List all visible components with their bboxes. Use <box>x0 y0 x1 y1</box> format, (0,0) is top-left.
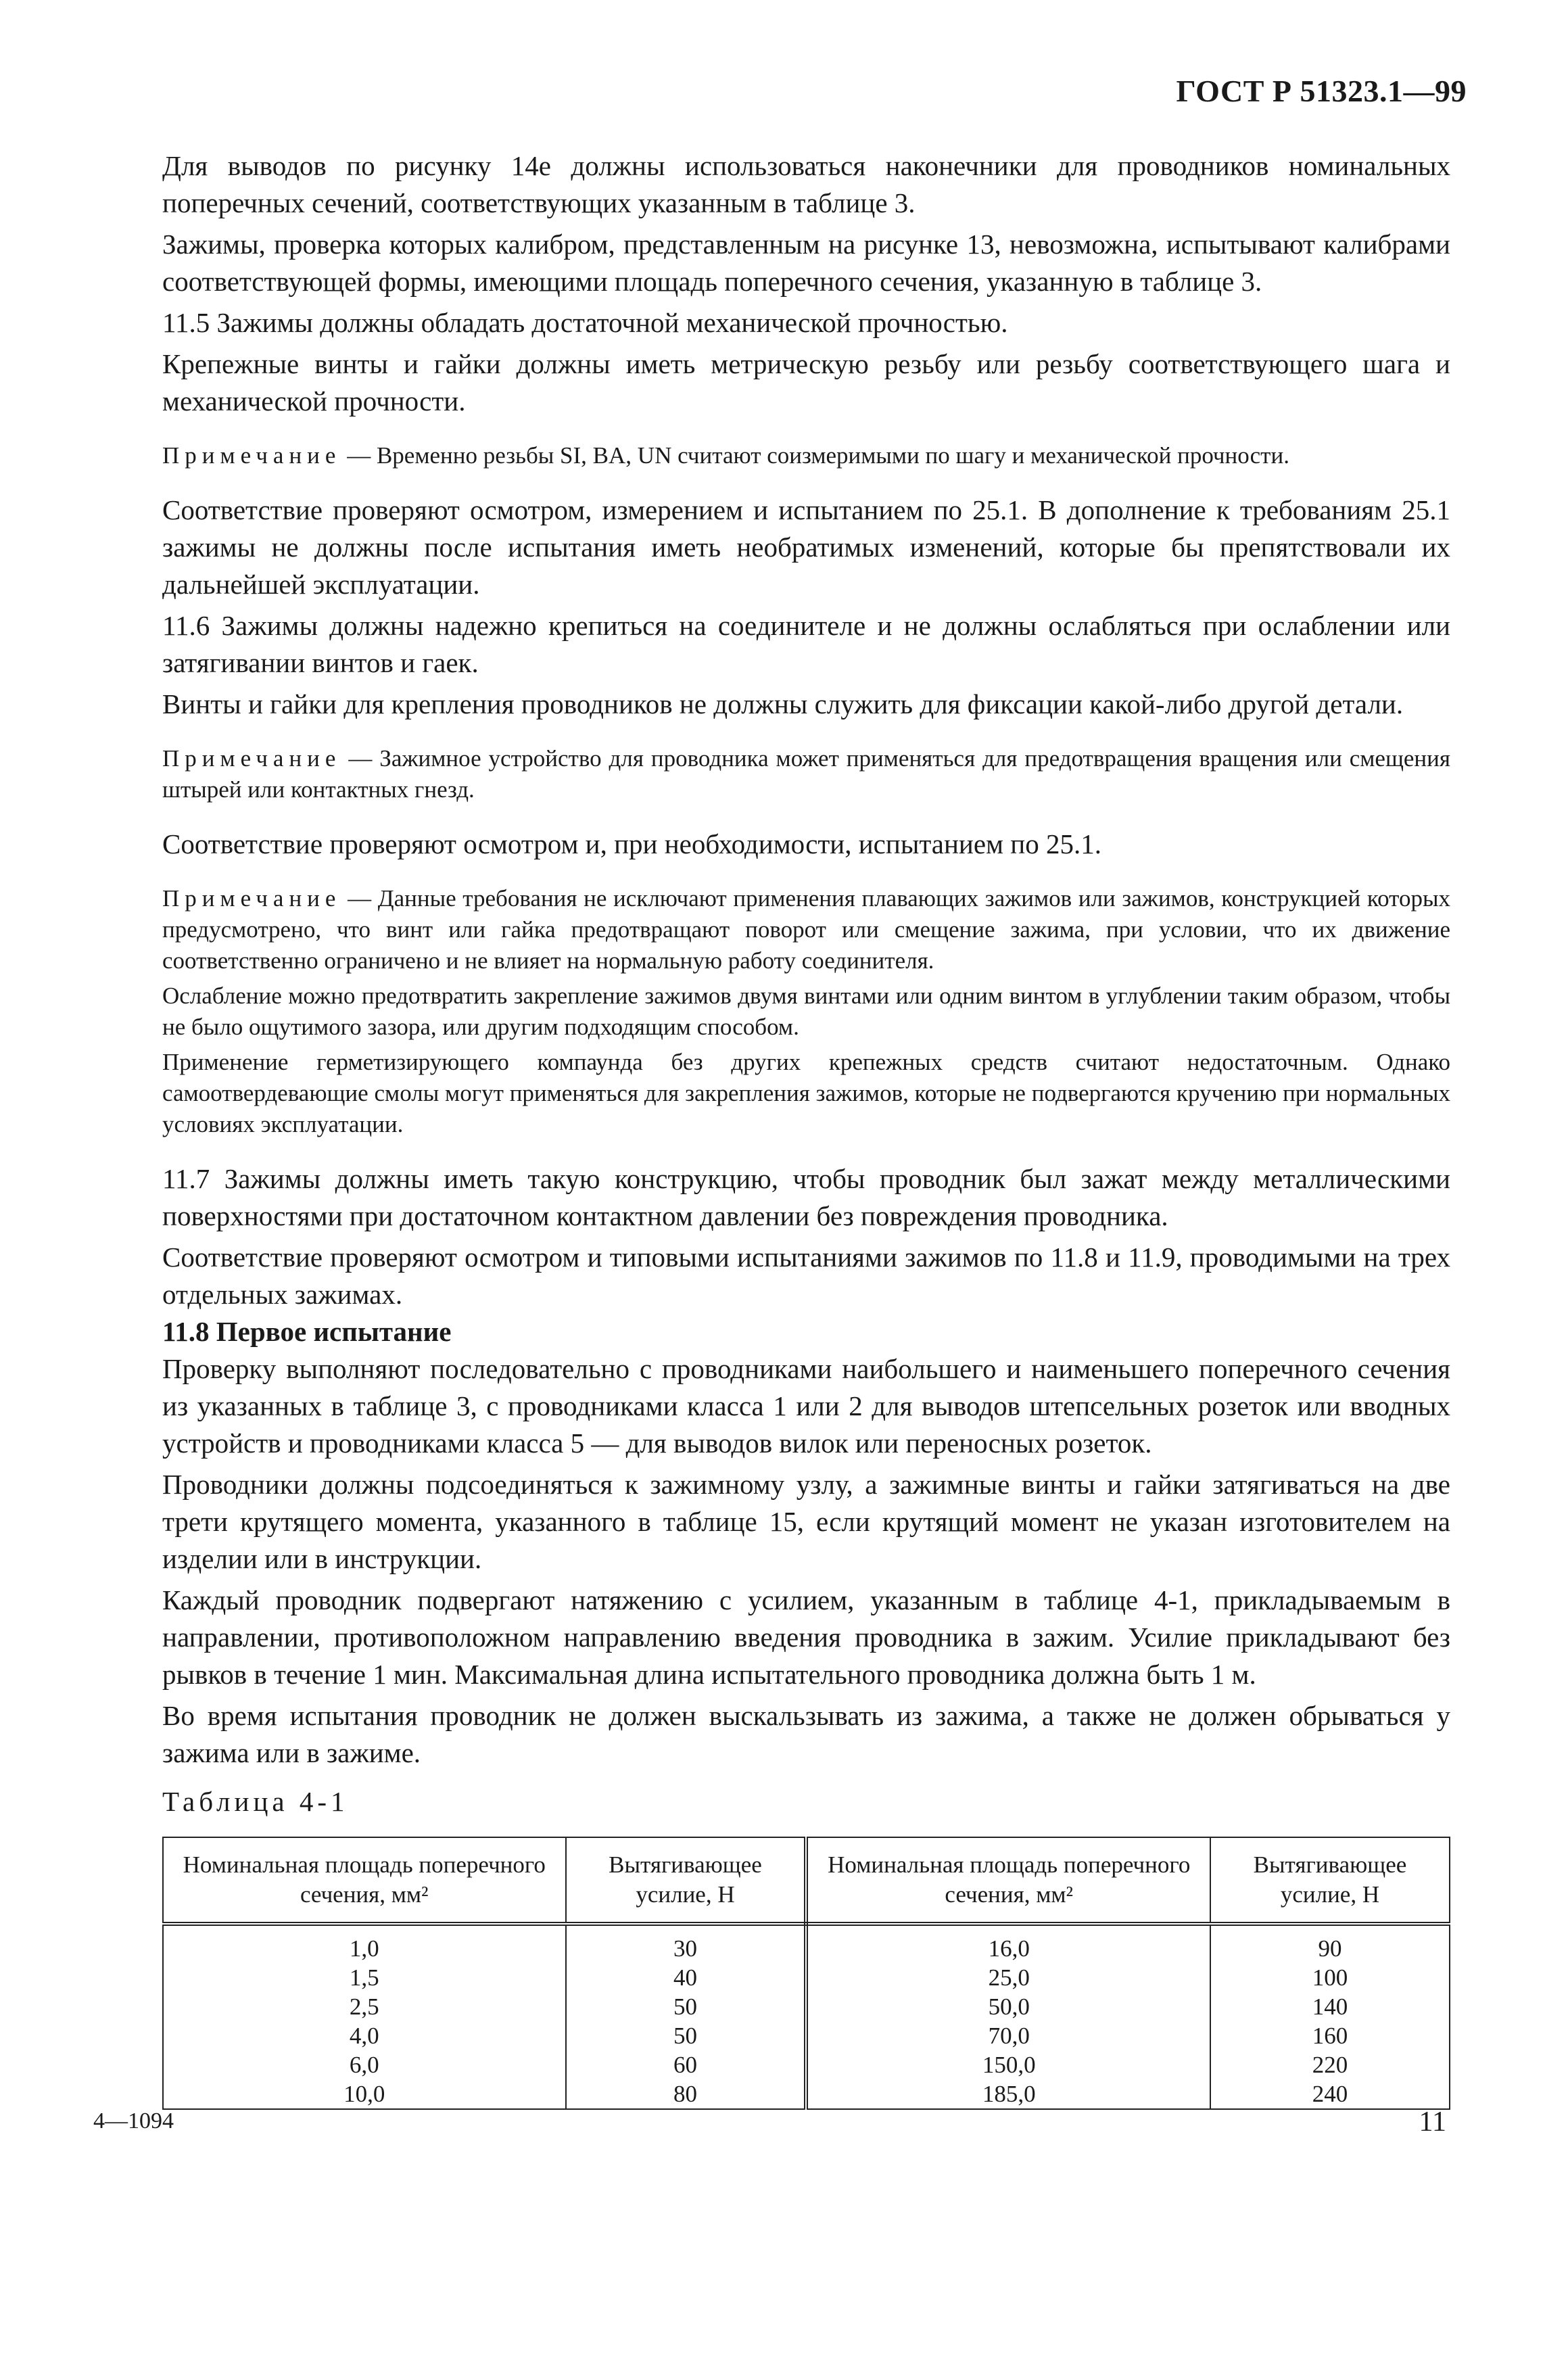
column-header: Вытягивающее усилие, Н <box>1210 1837 1450 1924</box>
paragraph: Соответствие проверяют осмотром и типовыми испытаниями зажимов по 11.8 и 11.9, проводимыми на трех отдельных зажимах. <box>162 1242 1450 1310</box>
paragraph: Крепежные винты и гайки должны иметь метрическую резьбу или резьбу соответствующего шага и механической прочности. <box>162 348 1450 417</box>
paragraph-clause-11-5: 11.5 Зажимы должны обладать достаточной механической прочностью. <box>162 307 1008 338</box>
table-row <box>163 2021 1450 2050</box>
paragraph: Для выводов по рисунку 14е должны использоваться наконечники для проводников номинальных поперечных сечений, соответствующих указанным в таблице 3. <box>162 150 1450 218</box>
table-cell: 16,0 <box>806 1924 1210 1963</box>
note <box>162 883 1450 976</box>
table-cell: 40 <box>566 1963 807 1992</box>
note-label: Примечание <box>162 885 341 912</box>
table-cell: 2,5 <box>163 1992 566 2021</box>
table-cell: 90 <box>1210 1924 1450 1963</box>
table-row <box>163 2050 1450 2079</box>
table-cell: 1,5 <box>163 1963 566 1992</box>
paragraph: Соответствие проверяют осмотром и, при необходимости, испытанием по 25.1. <box>162 828 1101 859</box>
page-number: 11 <box>1419 2106 1446 2138</box>
table-row <box>163 1992 1450 2021</box>
note-continuation: Применение герметизирующего компаунда без других крепежных средств считают недостаточным. Однако самоотвердевающие смолы могут применяться для закрепления зажимов, которые не подвергаются кручению при нормальных условиях эксплуатации. <box>162 1049 1450 1137</box>
paragraph: Соответствие проверяют осмотром, измерением и испытанием по 25.1. В дополнение к требованиям 25.1 зажимы не должны после испытания иметь необратимых изменений, которые бы препятствовали их дальнейшей эксплуатации. <box>162 494 1450 600</box>
table-row <box>163 2079 1450 2109</box>
note-continuation: Ослабление можно предотвратить закрепление зажимов двумя винтами или одним винтом в углублении таким образом, чтобы не было ощутимого зазора, или другим подходящим способом. <box>162 983 1450 1040</box>
table-cell: 30 <box>566 1924 807 1963</box>
table-cell: 60 <box>566 2050 807 2079</box>
note <box>162 440 1450 471</box>
table-row <box>163 1924 1450 1963</box>
paragraph-clause-11-7: 11.7 Зажимы должны иметь такую конструкцию, чтобы проводник был зажат между металлическими поверхностями при достаточном контактном давлении без повреждения проводника. <box>162 1163 1450 1231</box>
print-code: 4—1094 <box>93 2108 174 2133</box>
paragraph: Зажимы, проверка которых калибром, представленным на рисунке 13, невозможна, испытывают калибрами соответствующей формы, имеющими площадь поперечного сечения, указанную в таблице 3. <box>162 229 1450 297</box>
note-text: — Данные требования не исключают применения плавающих зажимов или зажимов, конструкцией которых предусмотрено, что винт или гайка предотвращают поворот или смещение зажима, при условии, что их движение соответственно ограничено и не влияет на нормальную работу соединителя. <box>162 885 1450 974</box>
page-body <box>162 147 1450 2110</box>
note-text: — Зажимное устройство для проводника может применяться для предотвращения вращения или смещения штырей или контактных гнезд. <box>162 745 1450 803</box>
paragraph: Проверку выполняют последовательно с проводниками наибольшего и наименьшего поперечного сечения из указанных в таблице 3, с проводниками класса 1 или 2 для выводов штепсельных розеток или вводных устройств и проводниками класса 5 — для выводов вилок или переносных розеток. <box>162 1353 1450 1459</box>
table-cell: 50 <box>566 2021 807 2050</box>
paragraph: Во время испытания проводник не должен выскальзывать из зажима, а также не должен обрываться у зажима или в зажиме. <box>162 1700 1450 1768</box>
table-cell: 185,0 <box>806 2079 1210 2109</box>
table-caption: Таблица 4-1 <box>162 1786 349 1817</box>
table-cell: 100 <box>1210 1963 1450 1992</box>
table-cell: 70,0 <box>806 2021 1210 2050</box>
note-label: Примечание <box>162 442 341 469</box>
column-header: Вытягивающее усилие, Н <box>566 1837 807 1924</box>
note <box>162 743 1450 805</box>
table-cell: 4,0 <box>163 2021 566 2050</box>
table-cell: 140 <box>1210 1992 1450 2021</box>
paragraph-clause-11-6: 11.6 Зажимы должны надежно крепиться на соединителе и не должны ослабляться при ослаблении или затягивании винтов и гаек. <box>162 610 1450 678</box>
paragraph: Винты и гайки для крепления проводников не должны служить для фиксации какой-либо другой детали. <box>162 688 1404 719</box>
paragraph: Проводники должны подсоединяться к зажимному узлу, а зажимные винты и гайки затягиваться на две трети крутящего момента, указанного в таблице 15, если крутящий момент не указан изготовителем на изделии или в инструкции. <box>162 1469 1450 1574</box>
column-header: Номинальная площадь поперечного сечения, мм² <box>163 1837 566 1924</box>
table-cell: 50 <box>566 1992 807 2021</box>
table-4-1 <box>162 1837 1450 2110</box>
table-cell: 220 <box>1210 2050 1450 2079</box>
note-text: — Временно резьбы SI, BA, UN считают соизмеримыми по шагу и механической прочности. <box>341 442 1289 469</box>
table-cell: 150,0 <box>806 2050 1210 2079</box>
column-header: Номинальная площадь поперечного сечения, мм² <box>806 1837 1210 1924</box>
note-label: Примечание <box>162 745 341 772</box>
table-cell: 80 <box>566 2079 807 2109</box>
table-cell: 10,0 <box>163 2079 566 2109</box>
table-cell: 160 <box>1210 2021 1450 2050</box>
table-cell: 6,0 <box>163 2050 566 2079</box>
table-cell: 1,0 <box>163 1924 566 1963</box>
table-row <box>163 1963 1450 1992</box>
paragraph: Каждый проводник подвергают натяжению с усилием, указанным в таблице 4-1, прикладываемым в направлении, противоположном направлению введения проводника в зажим. Усилие прикладывают без рывков в течение 1 мин. Максимальная длина испытательного проводника должна быть 1 м. <box>162 1584 1450 1690</box>
document-code: ГОСТ Р 51323.1—99 <box>1176 74 1467 108</box>
table-cell: 240 <box>1210 2079 1450 2109</box>
table-cell: 50,0 <box>806 1992 1210 2021</box>
section-title: 11.8 Первое испытание <box>162 1316 452 1347</box>
table-cell: 25,0 <box>806 1963 1210 1992</box>
table-header-row <box>163 1837 1450 1924</box>
